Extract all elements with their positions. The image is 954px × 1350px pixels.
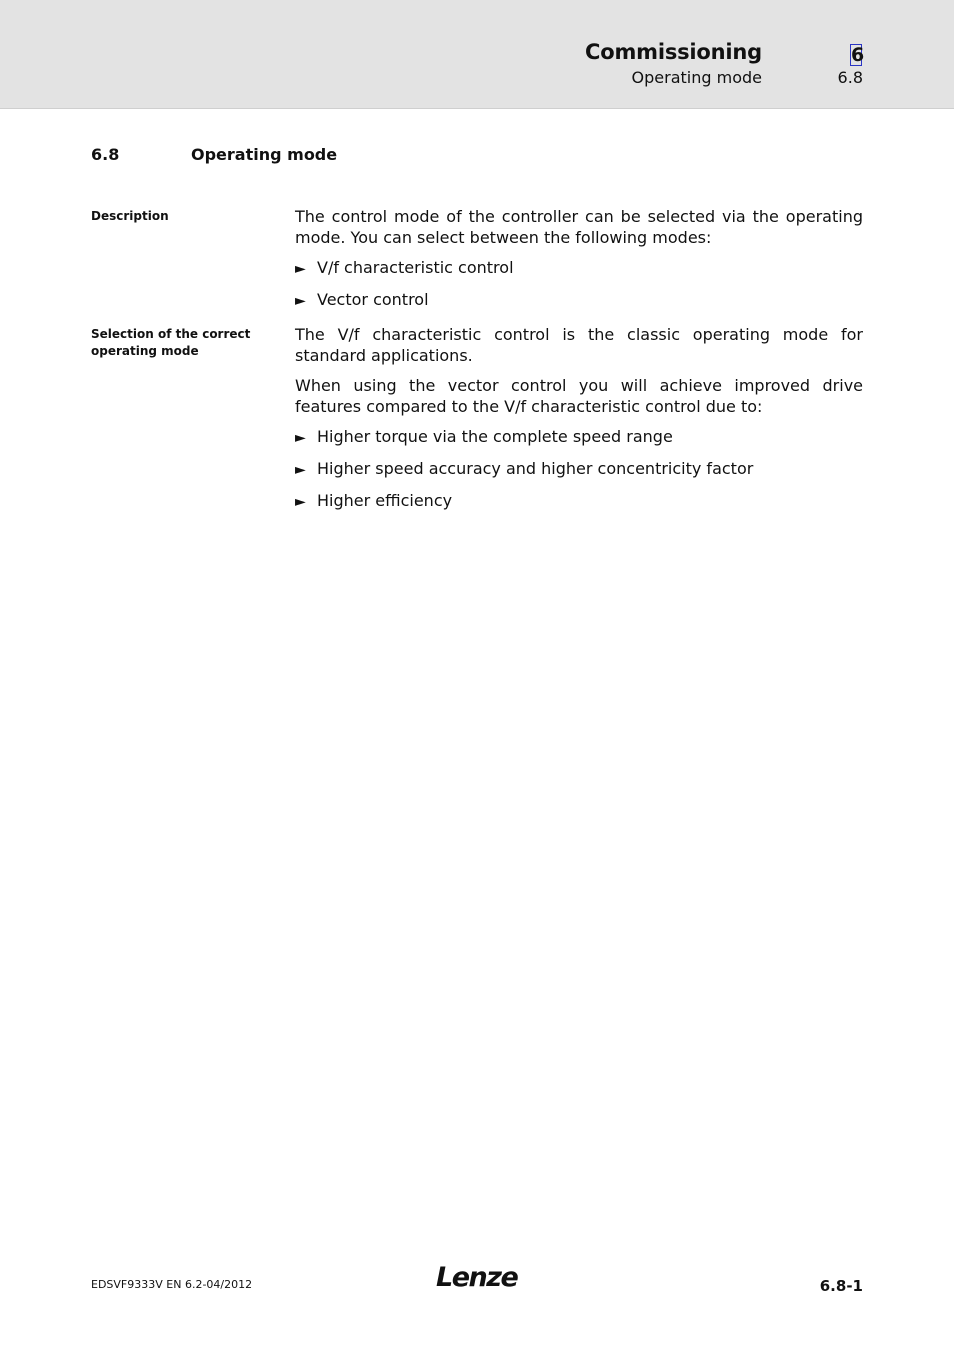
description-paragraph: The control mode of the controller can be selected via the operating mode. You can select between the following modes: [295,207,863,247]
header-subtitle: Operating mode [631,68,762,87]
chapter-number-link[interactable]: 6 [851,44,865,66]
footer-doc-id: EDSVF9333V EN 6.2-04/2012 [91,1278,253,1291]
arrow-right-icon: ► [295,494,306,510]
arrow-right-icon: ► [295,293,306,309]
list-item: ► Higher speed accuracy and higher concentricity factor [295,458,863,481]
list-item: ► Vector control [295,289,863,312]
list-item: ► Higher torque via the complete speed range [295,426,863,449]
selection-paragraph-2: When using the vector control you will achieve improved drive features compared to the V/f characteristic control due to: [295,376,863,416]
description-label: Description [91,209,169,223]
list-item: ► Higher efficiency [295,490,863,513]
selection-label: Selection of the correct operating mode [91,327,251,358]
description-body [295,206,863,321]
mode-list [295,257,863,312]
header-section-number: 6.8 [837,68,863,87]
feature-list [295,426,863,513]
selection-body [295,324,863,522]
section-number: 6.8 [91,145,120,164]
arrow-right-icon: ► [295,261,306,277]
page-number: 6.8-1 [819,1277,863,1295]
page-header [0,0,954,109]
selection-paragraph-1: The V/f characteristic control is the classic operating mode for standard applications. [295,325,863,365]
list-item: ► V/f characteristic control [295,257,863,280]
section-title: Operating mode [191,145,338,164]
header-title: Commissioning [585,40,762,64]
arrow-right-icon: ► [295,430,306,446]
lenze-logo: Lenze [436,1262,518,1293]
arrow-right-icon: ► [295,462,306,478]
